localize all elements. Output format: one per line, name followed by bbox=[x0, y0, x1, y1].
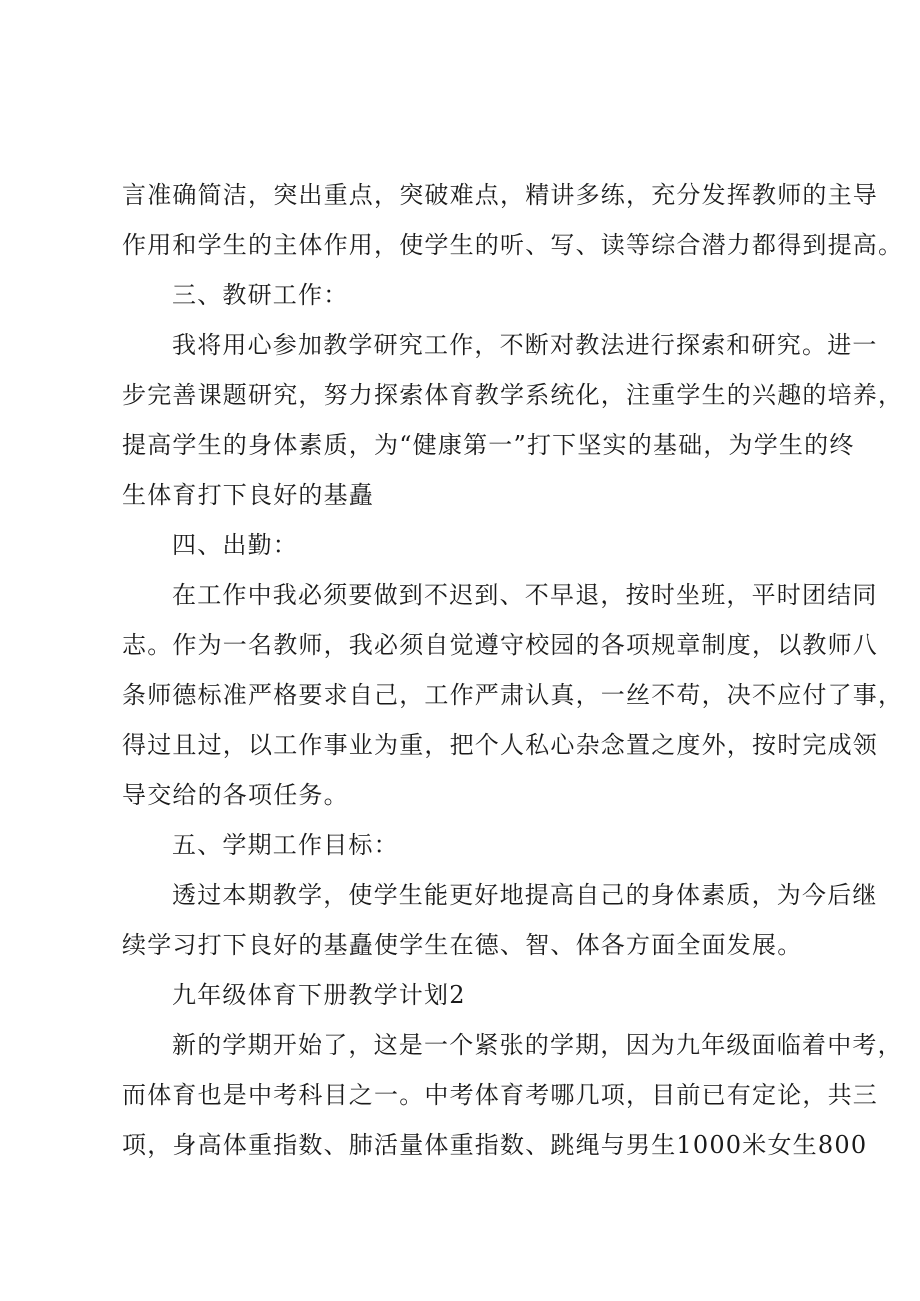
section-heading-attendance: 四、出勤： bbox=[172, 531, 298, 559]
document-body bbox=[122, 170, 904, 1170]
body-line: 而体育也是中考科目之一。中考体育考哪几项，目前已有定论，共三 bbox=[122, 1081, 878, 1109]
body-line: 在工作中我必须要做到不迟到、不早退，按时坐班，平时团结同 bbox=[172, 581, 878, 609]
body-line: 我将用心参加教学研究工作，不断对教法进行探索和研究。进一 bbox=[172, 331, 878, 359]
body-line: 续学习打下良好的基矗使学生在德、智、体各方面全面发展。 bbox=[122, 931, 803, 959]
body-line: 作用和学生的主体作用，使学生的听、写、读等综合潜力都得到提高。 bbox=[122, 231, 904, 259]
body-line: 志。作为一名教师，我必须自觉遵守校园的各项规章制度，以教师八 bbox=[122, 631, 878, 659]
body-line: 提高学生的身体素质，为“健康第一”打下坚实的基础，为学生的终 bbox=[122, 431, 855, 459]
body-line: 言准确简洁，突出重点，突破难点，精讲多练，充分发挥教师的主导 bbox=[122, 181, 878, 209]
body-line: 生体育打下良好的基矗 bbox=[122, 481, 374, 509]
body-line: 项，身高体重指数、肺活量体重指数、跳绳与男生1000米女生800 bbox=[122, 1131, 868, 1159]
body-line: 得过且过，以工作事业为重，把个人私心杂念置之度外，按时完成领 bbox=[122, 731, 878, 759]
body-line: 导交给的各项任务。 bbox=[122, 781, 349, 809]
section-heading-goals: 五、学期工作目标： bbox=[172, 831, 399, 859]
body-line: 新的学期开始了，这是一个紧张的学期，因为九年级面临着中考， bbox=[172, 1031, 903, 1059]
section-heading-research: 三、教研工作： bbox=[172, 281, 349, 309]
body-line: 步完善课题研究，努力探索体育教学系统化，注重学生的兴趣的培养， bbox=[122, 381, 904, 409]
body-line: 透过本期教学，使学生能更好地提高自己的身体素质，为今后继 bbox=[172, 881, 878, 909]
body-line: 条师德标准严格要求自己，工作严肃认真，一丝不苟，决不应付了事， bbox=[122, 681, 904, 709]
document-subtitle: 九年级体育下册教学计划2 bbox=[172, 981, 466, 1009]
